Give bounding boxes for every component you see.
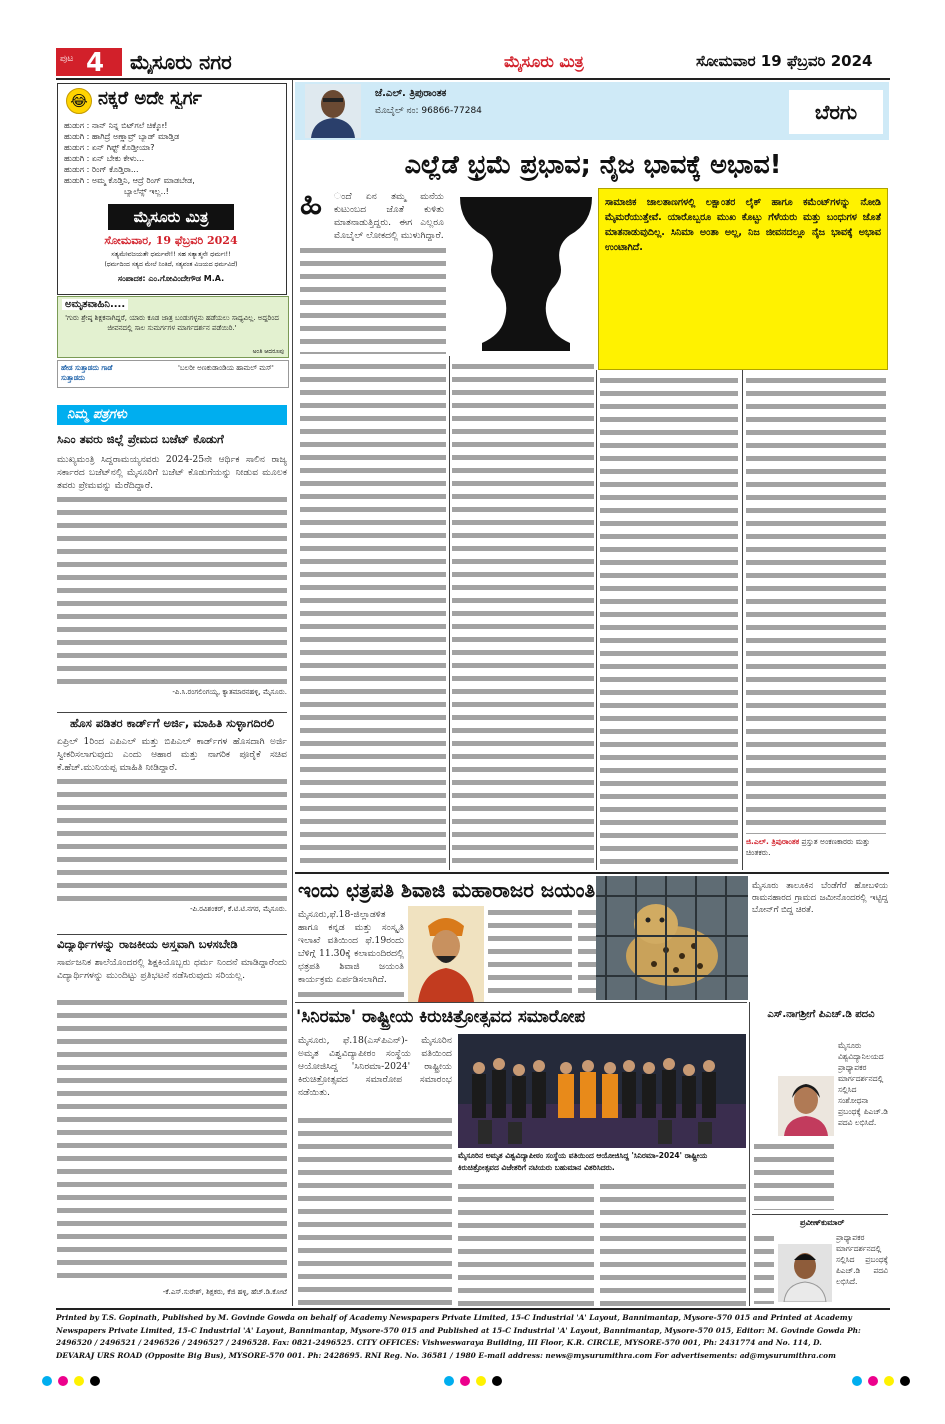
column-highlight-text: ಸಾಮಾಜಿಕ ಜಾಲತಾಣಗಳಲ್ಲಿ ಲಕ್ಷಾಂತರ ಲೈಕ್ ಹಾಗೂ ಕಮೆಂಟ್‌ಗಳನ್ನು ನೋಡಿ ಮೈಮರೆಯುತ್ತೇವೆ. ಯಾರೊಬ್ಬರೂ ಮುಖ ಕೊಟ್ಟು ಗೆಳೆಯರು ಮತ್ತು ಬಂಧುಗಳ ಜೊತೆ ಮಾತನಾಡುವುದಿಲ್ಲ. ಸಿನಿಮಾ ಅಂತಾ ಅಲ್ಲ, ನಿಜ ಜೀವನದಲ್ಲೂ ನೈಜ ಭಾವಕ್ಕೆ ಅಭಾವ ಉಂಟಾಗಿದೆ. (605, 197, 881, 253)
letter-1-text: ಮುಖ್ಯಮಂತ್ರಿ ಸಿದ್ದರಾಮಯ್ಯನವರು 2024-25ನೇ ಆರ್ಥಿಕ ಸಾಲಿನ ರಾಜ್ಯ ಸರ್ಕಾರದ ಬಜೆಟ್‌ನಲ್ಲಿ ಮೈಸೂರಿಗೆ ಬಜೆಟ್ ಕೊಡುಗೆಯನ್ನು ನೀಡುವ ಮೂಲಕ ತವರು ಪ್ರೇಮವನ್ನು ಮೆರೆದಿದ್ದಾರೆ. (57, 454, 287, 491)
imprint-line-3: 2496520 / 2496521 / 2496526 / 2496527 / 2496528. Fax: 0821-2496525. CITY OFFICES: Vishweswaraya Building, III Floor, K.R. CIRCLE, MYSORE-570 001, Ph: 2431774 and No. 114, D. (56, 1338, 822, 1347)
author-mobile: ಮೊಬೈಲ್ ನಂ: 96866-77284 (375, 106, 482, 116)
tagline-left: ಹೇಡ ಸುತ್ತಾಡದು ಗಾಡೆ ಸುತ್ತಾಡದು (61, 364, 113, 382)
letter-3-signature: -ಕೆ.ಎಸ್.ಸುರೇಶ್, ಶಿಕ್ಷಕರು, ಕೆಜಿ ಹಳ್ಳಿ, ಹೆಚ್.ಡಿ.ಕೋಟೆ (162, 1288, 287, 1296)
shivaji-portrait (408, 906, 484, 1002)
joke-line: ಹುಡುಗಿ : ಹಾಗಿದ್ರೆ ಅಣ್ಣಾವ್ರ್ ಬ್ಯಾಡ್ ಮಾಡ್ತಿಡ (64, 132, 180, 141)
column-highlight-box (598, 188, 888, 370)
letter-3-body-lines (57, 996, 287, 1286)
letter-2-body-lines (57, 775, 287, 903)
phd-photo-1 (778, 1076, 834, 1136)
shivaji-body-col1 (298, 988, 404, 998)
series-badge (789, 90, 883, 134)
color-registration-marks (0, 1374, 945, 1388)
column-body-col4 (746, 374, 886, 834)
letter-3-title: ವಿದ್ಯಾರ್ಥಿಗಳನ್ನು ರಾಜಕೀಯ ಅಸ್ತ್ರವಾಗಿ ಬಳಸಬೇಡಿ (57, 937, 238, 951)
cinirama-body-col1 (298, 1114, 452, 1306)
yellow-mark (74, 1376, 84, 1386)
column-sign-suffix: ಮತ್ತು ಚಿಂತಕರು. (746, 837, 870, 857)
black-mark (900, 1376, 910, 1386)
shivaji-body-col2 (488, 906, 572, 998)
quote-text: 'ಗುರು ಶ್ರೇಷ್ಠ ಶಿಕ್ಷಕನಾಗಿದ್ದರೆ, ಯಾರು ಕೂಡ ಜಾತ್ರ ಬಂಡುಗಳ್ಳನು ಹಡೆಯಲು ಸಾಧ್ಯವಿಲ್ಲ. ಅದ್ದರಿಂದ ಜೀವನದಲ್ಲಿ ಸಾಲ ಸುಮರ್ಗಗಳ ಮಾರ್ಗದರ್ಶನ ಪಡೆಯಿರಿ.' (65, 314, 279, 332)
joke-lines (64, 120, 280, 197)
cinirama-headline: 'ಸಿನಿರಮಾ' ರಾಷ್ಟ್ರೀಯ ಕಿರುಚಿತ್ರೋತ್ಸವದ ಸಮಾರೋಪ (296, 1007, 586, 1027)
letter-2-text: ಏಪ್ರಿಲ್ 1ರಿಂದ ಎಪಿಎಲ್ ಮತ್ತು ಬಿಪಿಎಲ್ ಕಾರ್ಡ್‌ಗಳ ಹೊಸದಾಗಿ ಅರ್ಜಿ ಸ್ವೀಕರಿಸಲಾಗುವುದು ಎಂದು ಆಹಾರ ಮತ್ತು ನಾಗರಿಕ ಪೂರೈಕೆ ಸಚಿವ ಕೆ.ಹೆಚ್.ಮುನಿಯಪ್ಪ ಮಾಹಿತಿ ನೀಡಿದ್ದಾರೆ. (57, 736, 287, 773)
motto-translation: (ಧರ್ಮದಿಂದ ಸತ್ಯದ ಮೇಲೆ ನಿಂತಿದೆ, ಸತ್ಯವಂತ ವಿಜಯದ ಧರ್ಮವಿದೆ) (104, 261, 238, 268)
column-header (295, 82, 889, 140)
shivaji-headline: ಇಂದು ಛತ್ರಪತಿ ಶಿವಾಜಿ ಮಹಾರಾಜರ ಜಯಂತಿ (298, 878, 596, 902)
paper-logo-text: ಮೈಸೂರು ಮಿತ್ರ (133, 208, 209, 226)
phd-body-1 (754, 1140, 834, 1210)
letter-1-title: ಸಿಎಂ ತವರು ಜಿಲ್ಲೆ ಪ್ರೇಮದ ಬಜೆಟ್ ಕೊಡುಗೆ (57, 432, 224, 446)
author-portrait-icon (305, 84, 361, 138)
quote-footnote: ಅಂತಿ ಆದರೂಪು (252, 348, 284, 355)
motto: ಸತ್ಯಮೇವಜಯತೇ ಧರ್ಮವೇ!! ಸಹ ಸತ್ಯಾತ್ಮನೇ ಧರ್ಮಃ!! (111, 250, 231, 258)
letter-2-title: ಹೊಸ ಪಡಿತರ ಕಾರ್ಡ್‌ಗೆ ಅರ್ಜಿ, ಮಾಹಿತಿ ಸುಳ್ಳಾಗದಿರಲಿ (69, 716, 275, 730)
shivaji-text: ಮೈಸೂರು,ಫೆ.18-ಜಿಲ್ಲಾಡಳಿತ ಹಾಗೂ ಕನ್ನಡ ಮತ್ತು ಸಂಸ್ಕೃತಿ ಇಲಾಖೆ ವತಿಯಿಂದ ಫೆ.19ರಂದು ಬೆಳಿಗ್ಗೆ 11.30ಕ್ಕೆ ಕಲಾಮಂದಿರದಲ್ಲಿ ಛತ್ರಪತಿ ಶಿವಾಜಿ ಜಯಂತಿ ಕಾರ್ಯಕ್ರಮ ಏರ್ಪಡಿಸಲಾಗಿದೆ. (298, 909, 404, 985)
paper-logo-box (108, 204, 234, 230)
masthead (56, 48, 890, 78)
cinirama-body-col2 (458, 1180, 594, 1306)
cyan-mark (444, 1376, 454, 1386)
black-mark (90, 1376, 100, 1386)
page-number: 4 (86, 48, 105, 78)
masthead-date: ಸೋಮವಾರ 19 ಫೆಬ್ರವರಿ 2024 (696, 52, 873, 70)
tagline-right: 'ಬಲರೀ ಅಣಕುಡಾಂಡಿಯ ಹಾಮಲ್ ಮಸ್' (178, 364, 274, 372)
tagline (57, 360, 289, 388)
letter-2-signature: -ಪಿ.ರವಿಶಂಕರ್, ಕೆ.ಟಿ.ಟಿ.ನಗರ, ಮೈಸೂರು. (189, 905, 287, 913)
cinirama-body-col3 (600, 1180, 746, 1306)
award-group-photo-icon (458, 1034, 746, 1148)
vase-faces-illusion-icon (452, 193, 600, 351)
author-name: ಜೆ.ಎಲ್. ತ್ರಿಪುರಾಂತಕ (375, 88, 447, 99)
phd-photo-2 (778, 1244, 832, 1302)
letters-banner-title: ನಿಮ್ಮ ಪತ್ರಗಳು (67, 407, 127, 422)
joke-line: ಹುಡುಗ : ರಿಂಗ್ ಕೊಡ್ತಿರಾ... (64, 165, 139, 174)
joke-box-date: ಸೋಮವಾರ, 19 ಫೆಬ್ರವರಿ 2024 (104, 234, 238, 247)
page-label: ಪುಟ (60, 54, 74, 64)
letter-1-body-lines (57, 493, 287, 685)
letter-3 (57, 937, 287, 1303)
joke-line: ಹುಡುಗಿ : ಏನ್ ಬೇಕು ಕೇಳು... (64, 154, 145, 163)
letter-3-text: ಸಾರ್ವಜನಿಕ ಶಾಲೆಯೊಂದರಲ್ಲಿ ಶಿಕ್ಷಕಿಯೊಬ್ಬರು ಧರ್ಮ ನಿಂದನೆ ಮಾಡಿದ್ದಾರೆಂದು ವಿದ್ಯಾರ್ಥಿಗಳನ್ನು ಮುಂದಿಟ್ಟು ಪ್ರತಿಭಟನೆ ನಡೆಸಿರುವುದು ಸರಿಯಲ್ಲ. (57, 957, 287, 981)
scholar-portrait-icon (778, 1244, 832, 1302)
yellow-mark (476, 1376, 486, 1386)
letters-banner (57, 405, 287, 425)
column-dropcap: ಹಿ (300, 184, 322, 222)
imprint-line-4: DEVARAJ URS ROAD (Opposite Big Bus), MYSORE-570 001. Ph: 2428695. RNI Reg. No. 36581 / 1980 E-mail address: news@mysurumithra.com For advertisements: ad@mysurumithra.com (56, 1350, 836, 1360)
leopard-photo (596, 876, 748, 1000)
shivaji-portrait-icon (408, 906, 484, 1002)
column-body-col3 (600, 374, 738, 870)
imprint (56, 1312, 890, 1362)
cinirama-photo-caption: ಮೈಸೂರಿನ ಅಮೃತ ವಿಶ್ವವಿದ್ಯಾಪೀಠಂ ಸಂಸ್ಥೆಯ ವತಿಯಿಂದ ಆಯೋಜಿಸಿದ್ದ 'ಸಿನಿರಮಾ-2024' ರಾಷ್ಟ್ರೀಯ ಕಿರುಚಿತ್ರೋತ್ಸವದ ವಿಜೇತರಿಗೆ ನಟಿಯರು ಬಹುಮಾನ ವಿತರಿಸಿದರು. (458, 1151, 708, 1172)
joke-box-title: ನಕ್ಕರೆ ಅದೇ ಸ್ವರ್ಗ (98, 88, 202, 109)
paper-name: ಮೈಸೂರು ಮಿತ್ರ (504, 52, 584, 71)
letter-1 (57, 432, 287, 710)
column-body-col1 (300, 360, 446, 870)
magenta-mark (58, 1376, 68, 1386)
quote-box (57, 296, 289, 358)
joke-box (57, 83, 287, 295)
scholar-portrait-icon (778, 1076, 834, 1136)
phd-body-2 (754, 1232, 774, 1304)
column-signature (746, 836, 886, 858)
column-headline: ಎಲ್ಲೆಡೆ ಭ್ರಮೆ ಪ್ರಭಾವ; ನೈಜ ಭಾವಕ್ಕೆ ಅಭಾವ! (404, 150, 782, 180)
joke-line: ಹುಡುಗಿ : ಅಮ್ಮ ಕೊಡ್ತಿನಿ, ಆದ್ರೆ ರಿಂಗ್ ಮಾಡಬೇಡ, (64, 176, 195, 185)
leopard-in-cage-icon (596, 876, 748, 1000)
magenta-mark (460, 1376, 470, 1386)
editor-line: ಸಂಪಾದಕ: ಎಂ.ಗೋವಿಂದೇಗೌಡ M.A. (117, 274, 225, 283)
letter-2 (57, 716, 287, 934)
phd-text-1: ಮೈಸೂರು ವಿಶ್ವವಿದ್ಯಾನಿಲಯದ ಪ್ರಾಧ್ಯಾಪಕರ ಮಾರ್ಗದರ್ಶನದಲ್ಲಿ ಸಲ್ಲಿಸಿದ ಸಂಶೋಧನಾ ಪ್ರಬಂಧಕ್ಕೆ ಪಿಎಚ್.ಡಿ ಪದವಿ ಲಭಿಸಿದೆ. (838, 1041, 888, 1127)
joke-line: ಬ್ಯಾಲೆನ್ಸ್ ಇಲ್ಲ..! (124, 187, 169, 196)
phd-title: ಎಸ್.ನಾಗಶ್ರೀಗೆ ಪಿಎಚ್.ಡಿ ಪದವಿ (767, 1009, 875, 1020)
column-body-left-top (300, 244, 446, 354)
imprint-line-2: Newspapers Private Limited, 15-C Industrial 'A' Layout, Bannimantap, Mysore-570 015 and Published at 15-C Industrial 'A' Layout, Bannimantap, Mysore-570 015, Editor: M. Govinde Gowda Ph: (56, 1325, 861, 1335)
joke-line: ಹುಡುಗ : ನಾನ್ ನಿನ್ನ ಬಿಟ್‌ಗಲೆ ಚಿಕ್ಕೋ! (64, 121, 168, 130)
leopard-caption: ಮೈಸೂರು ತಾಲೂಕಿನ ಬೆಂಡೆಗೆರೆ ಹೋಬಳಿಯ ರಾಮನಹಾರದ ಗ್ರಾಮದ ಜಮೀನೊಂದರಲ್ಲಿ ಇಟ್ಟಿದ್ದ ಬೋನ್‌ಗೆ ಬಿದ್ದ ಚಿರತೆ. (752, 881, 888, 915)
cyan-mark (42, 1376, 52, 1386)
series-title: ಬೆರಗು (814, 100, 858, 124)
letter-1-signature: -ಪಿ.ಸಿ.ರಂಗಲಿಂಗಯ್ಯ, ಕ್ಯಾತಮಾರನಹಳ್ಳಿ, ಮೈಸೂರು. (172, 688, 287, 696)
page-number-badge (56, 48, 122, 76)
column-sign-text: ಪ್ರಸ್ತುತ ಅಂಕಣಕಾರರು (801, 837, 854, 846)
phd-name-2: ಪ್ರವೀಣ್‌ಕುಮಾರ್ (800, 1218, 845, 1227)
author-photo (305, 84, 361, 138)
cyan-mark (852, 1376, 862, 1386)
rubin-vase-illustration (452, 193, 600, 351)
quote-title: ಅಮೃತವಾಹಿನಿ.... (62, 299, 128, 310)
black-mark (492, 1376, 502, 1386)
masthead-rule (56, 78, 890, 80)
magenta-mark (868, 1376, 878, 1386)
imprint-line-1: Printed by T.S. Gopinath, Published by M. Govinde Gowda on behalf of Academy Newspapers Private Limited, 15-C Industrial 'A' Layout, Bannimantap, Mysore-570 015 and Printed at Academy (56, 1313, 852, 1322)
column-text: ಂದೆ ಏನ ತಮ್ಮ ಮನೆಯ ಕುಟುಂಬದ ಜೊತೆ ಕುಳಿತು ಮಾತನಾಡುತ್ತಿದ್ದರು. ಈಗ ಎಲ್ಲರೂ ಮೊಬೈಲ್ ಲೋಕದಲ್ಲಿ ಮುಳುಗಿದ್ದಾರೆ. (334, 191, 444, 241)
yellow-mark (884, 1376, 894, 1386)
section-title: ಮೈಸೂರು ನಗರ (130, 50, 232, 74)
laughing-emoji-icon: 😂 (66, 88, 92, 114)
column-sign-name: ಜಿ.ಎಲ್. ತ್ರಿಪುರಾಂತಕ (746, 837, 800, 846)
joke-line: ಹುಡುಗ : ಏನ್ ಗಿಫ್ಟ್ ಕೊಡ್ತೀಯಾ? (64, 143, 155, 152)
cinirama-group-photo (458, 1034, 746, 1148)
column-body-col2 (452, 360, 594, 870)
phd-text-2: ಪ್ರಾಧ್ಯಾಪಕರ ಮಾರ್ಗದರ್ಶನದಲ್ಲಿ ಸಲ್ಲಿಸಿದ ಪ್ರಬಂಧಕ್ಕೆ ಪಿಎಚ್.ಡಿ ಪದವಿ ಲಭಿಸಿದೆ. (836, 1233, 888, 1286)
cinirama-text: ಮೈಸೂರು, ಫೆ.18(ಎಸ್‌ಪಿಎನ್)- ಮೈಸೂರಿನ ಅಮೃತ ವಿಶ್ವವಿದ್ಯಾಪೀಠಂ ಸಂಸ್ಥೆಯ ವತಿಯಿಂದ ಆಯೋಜಿಸಿದ್ದ 'ಸಿನಿರಮಾ-2024' ರಾಷ್ಟ್ರೀಯ ಕಿರುಚಿತ್ರೋತ್ಸವದ ಸಮಾರೋಪ ಸಮಾರಂಭ ನಡೆಯಿತು. (298, 1035, 452, 1098)
